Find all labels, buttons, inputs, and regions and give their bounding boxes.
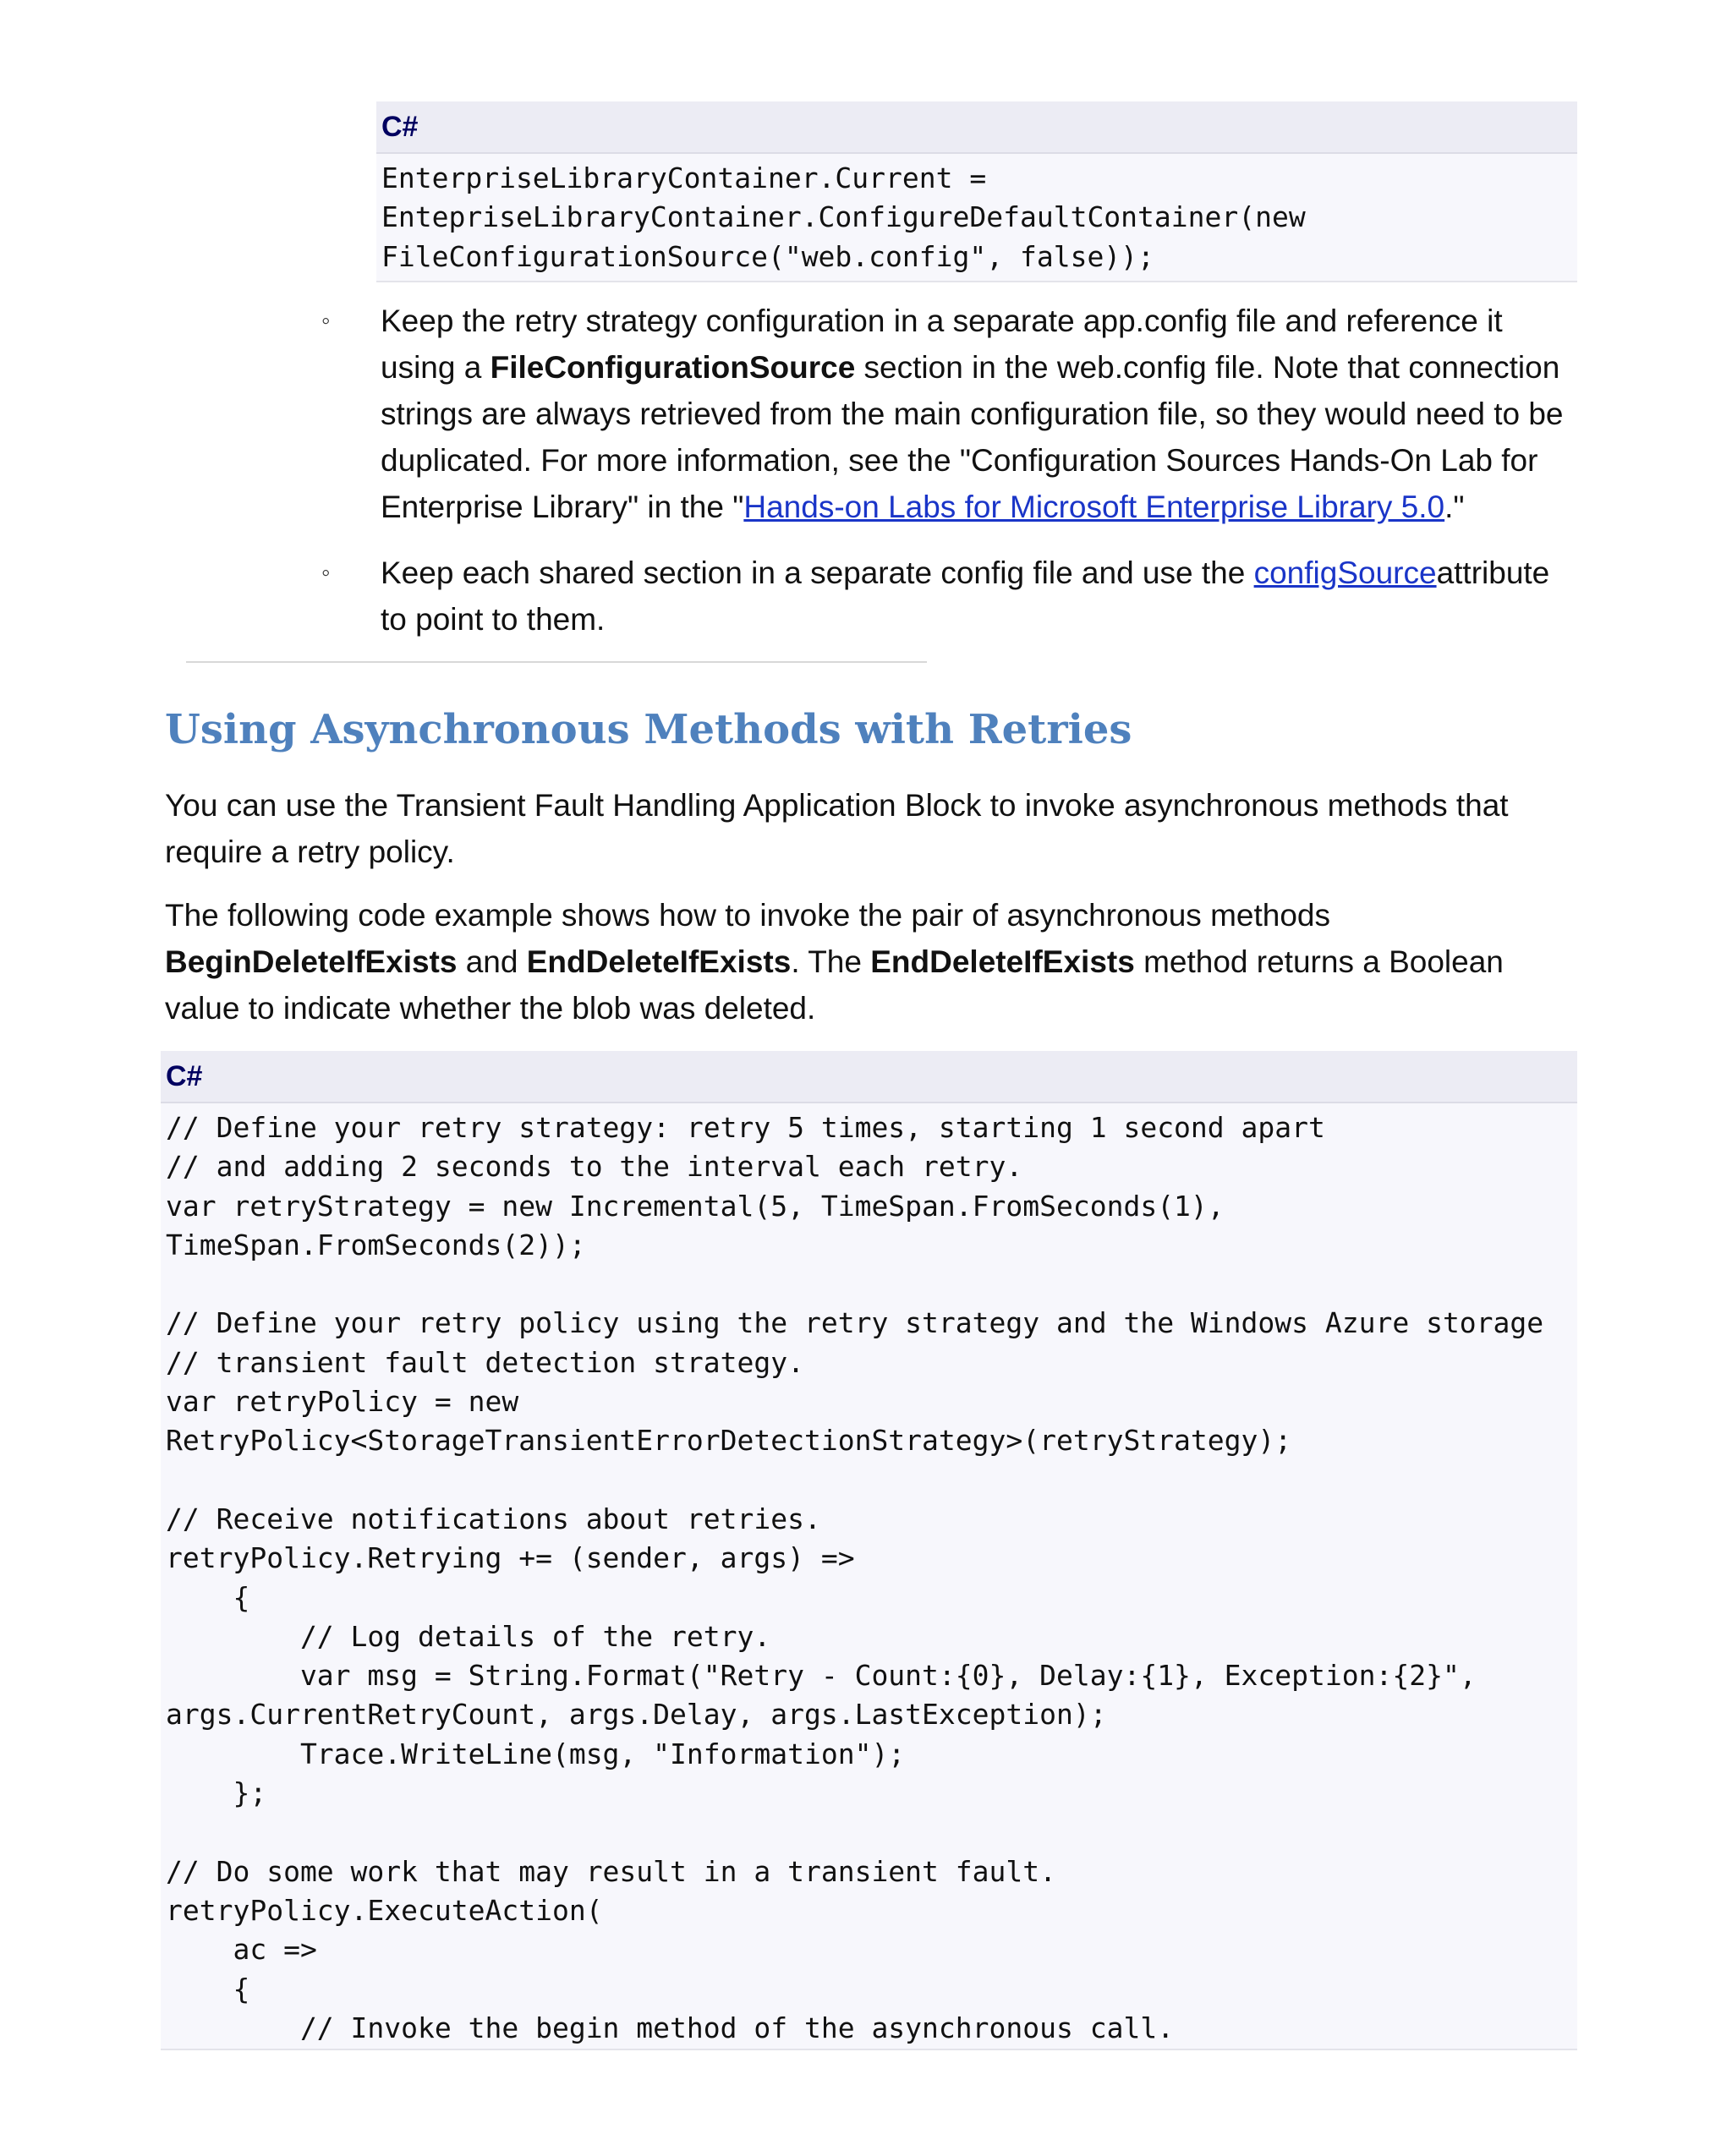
list-item [321, 550, 1565, 647]
text-run: . The [791, 944, 871, 979]
code-block-config [376, 101, 1577, 282]
list-item-text [381, 298, 1565, 530]
text-run: The following code example shows how to invoke the pair of asynchronous methods [165, 898, 1330, 933]
hands-on-labs-link[interactable]: Hands-on Labs for Microsoft Enterprise Library 5.0 [743, 490, 1445, 524]
config-source-link[interactable]: configSource [1253, 555, 1437, 590]
text-run: section in the web.config file. Note that connection strings are always retrieved from the main configuration file, so they would need to be duplicated. For more information, see the "Configuration Sources Hands-On Lab for Enterprise Library" in the " [381, 350, 1564, 524]
section-divider [186, 661, 927, 663]
text-run: Keep each shared section in a separate config file and use the [381, 555, 1254, 590]
list-item [321, 298, 1565, 534]
list-item-text [381, 550, 1565, 643]
code-snippet: // Define your retry strategy: retry 5 times, starting 1 second apart // and adding 2 seconds to the interval each retry. var retryStrategy = new Incremental(5, TimeSpan.FromSeconds(1), TimeSpan.FromSeconds(2)); // Define your retry policy using the retry strategy and the Windows Azure storage // transient fault detection strategy. var retryPolicy = new RetryPolicy<StorageTransientErrorDetectionStrategy>(retryStrategy); // Receive notifications about retries. retryPolicy.Retrying += (sender, args) => { // Log details of the retry. var msg = String.Format("Retry - Count:{0}, Delay:{1}, Exception:{2}", args.CurrentRetryCount, args.Delay, args.LastException); Trace.WriteLine(msg, "Information"); }; // Do some work that may result in a transient fault. retryPolicy.ExecuteAction( ac => { // Invoke the begin method of the asynchronous call. [166, 1111, 1544, 2044]
code-block-async-retry [161, 1051, 1577, 2050]
method-name: EndDeleteIfExists [870, 944, 1135, 979]
text-run: ." [1444, 490, 1465, 524]
bullet-marker: ◦ [321, 559, 331, 587]
text-run: attribute to point to them. [381, 555, 1550, 637]
intro-paragraph: You can use the Transient Fault Handling Application Block to invoke asynchronous methods that require a retry policy. [165, 788, 1509, 869]
method-name: EndDeleteIfExists [526, 944, 792, 979]
text-run: and [457, 944, 527, 979]
bold-term: FileConfigurationSource [490, 350, 856, 385]
code-language-label: C# [161, 1051, 1577, 1103]
text-run: Keep the retry strategy configuration in a separate app.config file and reference it using a [381, 304, 1503, 385]
section-heading: Using Asynchronous Methods with Retries [165, 706, 1132, 753]
method-name: BeginDeleteIfExists [165, 944, 458, 979]
bullet-marker: ◦ [321, 307, 331, 335]
text-run: method returns a Boolean value to indicate whether the blob was deleted. [165, 944, 1504, 1026]
description-paragraph [165, 892, 1577, 1031]
code-snippet: EnterpriseLibraryContainer.Current = EntepriseLibraryContainer.ConfigureDefaultContainer(new FileConfigurationSource("web.config", false)); [381, 161, 1306, 273]
code-language-label: C# [376, 101, 1577, 154]
